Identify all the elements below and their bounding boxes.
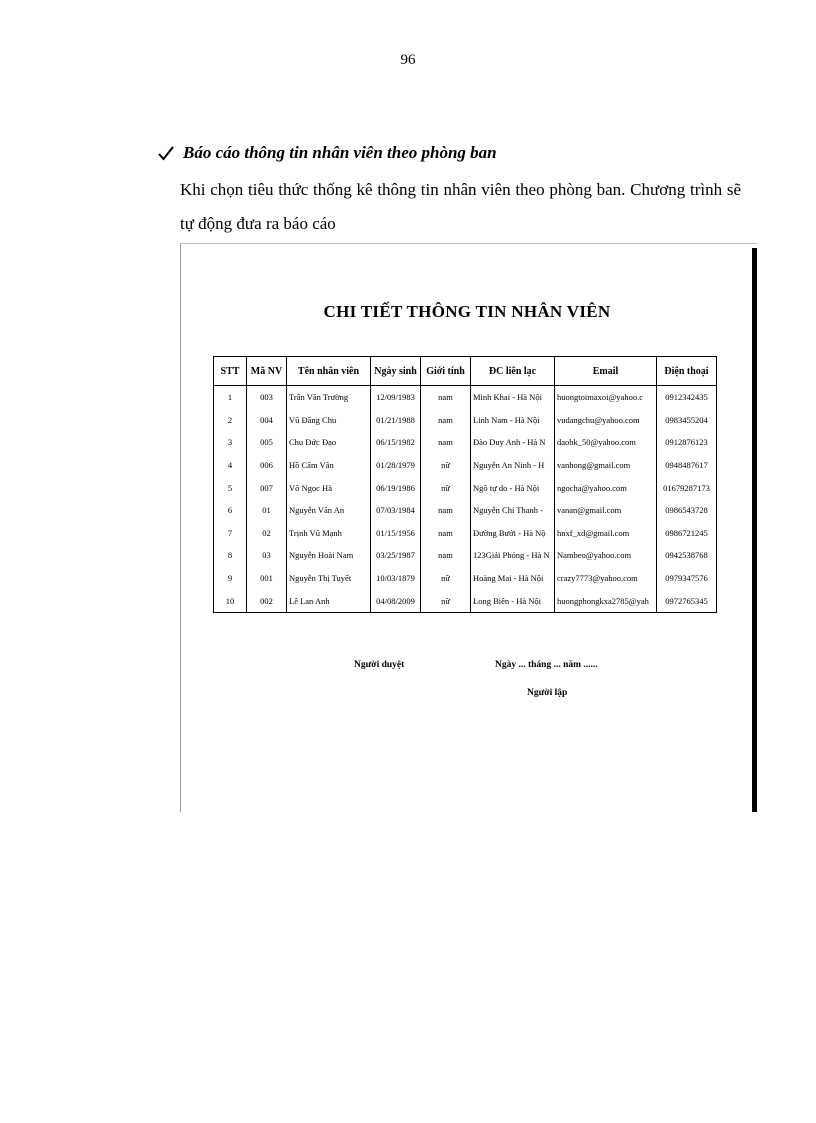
column-header: Ngày sinh xyxy=(371,357,421,386)
table-cell: huongphongkxa2785@yah xyxy=(555,589,657,612)
employee-table xyxy=(213,356,717,613)
frame-border xyxy=(752,248,757,812)
table-cell: 12/09/1983 xyxy=(371,386,421,409)
table-cell: 3 xyxy=(214,431,247,454)
table-cell: 006 xyxy=(247,454,287,477)
table-cell: 10/03/1879 xyxy=(371,567,421,590)
table-cell: Vũ Đăng Chu xyxy=(287,409,371,432)
table-cell: 007 xyxy=(247,476,287,499)
column-header: Mã NV xyxy=(247,357,287,386)
table-cell: 0948487617 xyxy=(657,454,717,477)
table-cell: 10 xyxy=(214,589,247,612)
table-cell: 0942538768 xyxy=(657,544,717,567)
table-cell: 2 xyxy=(214,409,247,432)
table-cell: 7 xyxy=(214,522,247,545)
table-cell: Linh Nam - Hà Nội xyxy=(471,409,555,432)
table-cell: 01/28/1979 xyxy=(371,454,421,477)
table-cell: Nguyễn An Ninh - H xyxy=(471,454,555,477)
table-row xyxy=(214,454,717,477)
table-cell: Long Biên - Hà Nội xyxy=(471,589,555,612)
table-cell: nữ xyxy=(421,589,471,612)
table-cell: nữ xyxy=(421,567,471,590)
table-cell: crazy7773@yahoo.com xyxy=(555,567,657,590)
table-cell: 5 xyxy=(214,476,247,499)
table-cell: 06/15/1982 xyxy=(371,431,421,454)
table-cell: Lê Lan Anh xyxy=(287,589,371,612)
preparer-label: Người lập xyxy=(527,688,568,698)
table-cell: 4 xyxy=(214,454,247,477)
table-cell: nữ xyxy=(421,454,471,477)
table-row xyxy=(214,567,717,590)
table-cell: Nambeo@yahoo.com xyxy=(555,544,657,567)
table-cell: 01679287173 xyxy=(657,476,717,499)
table-cell: 9 xyxy=(214,567,247,590)
table-cell: nam xyxy=(421,386,471,409)
table-cell: Hoàng Mai - Hà Nội xyxy=(471,567,555,590)
table-cell: Nguyễn Văn An xyxy=(287,499,371,522)
table-cell: 0979347576 xyxy=(657,567,717,590)
table-cell: 0912342435 xyxy=(657,386,717,409)
table-row xyxy=(214,409,717,432)
date-line: Ngày ... tháng ... năm ...... xyxy=(495,660,598,670)
table-row xyxy=(214,499,717,522)
table-cell: Nguyễn Chí Thanh - xyxy=(471,499,555,522)
table-cell: 123Giải Phóng - Hà N xyxy=(471,544,555,567)
table-cell: nam xyxy=(421,409,471,432)
report-screenshot xyxy=(180,243,757,812)
table-row xyxy=(214,431,717,454)
table-cell: Võ Ngọc Hà xyxy=(287,476,371,499)
table-cell: 005 xyxy=(247,431,287,454)
table-cell: 0972765345 xyxy=(657,589,717,612)
table-cell: daobk_50@yahoo.com xyxy=(555,431,657,454)
table-cell: 02 xyxy=(247,522,287,545)
table-cell: 002 xyxy=(247,589,287,612)
column-header: ĐC liên lạc xyxy=(471,357,555,386)
table-cell: 003 xyxy=(247,386,287,409)
report-title: CHI TIẾT THÔNG TIN NHÂN VIÊN xyxy=(323,302,611,321)
table-cell: Hồ Cẩm Vân xyxy=(287,454,371,477)
column-header: Điện thoại xyxy=(657,357,717,386)
page-number: 96 xyxy=(400,52,416,68)
table-cell: 1 xyxy=(214,386,247,409)
table-cell: 03 xyxy=(247,544,287,567)
table-cell: vanan@gmail.com xyxy=(555,499,657,522)
table-cell: Trịnh Vũ Mạnh xyxy=(287,522,371,545)
table-cell: nam xyxy=(421,544,471,567)
table-cell: Chu Đức Đạo xyxy=(287,431,371,454)
table-cell: 01/15/1956 xyxy=(371,522,421,545)
table-cell: 04/08/2009 xyxy=(371,589,421,612)
table-cell: Nguyễn Thị Tuyết xyxy=(287,567,371,590)
table-cell: nữ xyxy=(421,476,471,499)
table-cell: 0912876123 xyxy=(657,431,717,454)
table-cell: nam xyxy=(421,499,471,522)
table-row xyxy=(214,476,717,499)
table-cell: 03/25/1987 xyxy=(371,544,421,567)
table-row xyxy=(214,544,717,567)
table-cell: Nguyễn Hoài Nam xyxy=(287,544,371,567)
table-cell: 6 xyxy=(214,499,247,522)
table-cell: Đường Bưởi - Hà Nộ xyxy=(471,522,555,545)
table-cell: vudangchu@yahoo.com xyxy=(555,409,657,432)
column-header: Tên nhân viên xyxy=(287,357,371,386)
column-header: Giới tính xyxy=(421,357,471,386)
section-body: Khi chọn tiêu thức thống kê thông tin nhân viên theo phòng ban. Chương trình sẽ tự động đưa ra báo cáo xyxy=(180,180,741,233)
table-cell: 07/03/1984 xyxy=(371,499,421,522)
table-header-row xyxy=(214,357,717,386)
table-cell: Trần Văn Trường xyxy=(287,386,371,409)
table-row xyxy=(214,386,717,409)
table-cell: 0983455204 xyxy=(657,409,717,432)
table-cell: nam xyxy=(421,522,471,545)
table-cell: Minh Khai - Hà Nội xyxy=(471,386,555,409)
table-cell: Ngõ tự do - Hà Nội xyxy=(471,476,555,499)
table-cell: ngocha@yahoo.com xyxy=(555,476,657,499)
table-cell: 8 xyxy=(214,544,247,567)
table-cell: 0986721245 xyxy=(657,522,717,545)
section-heading-text: Báo cáo thông tin nhân viên theo phòng ban xyxy=(183,143,497,162)
table-cell: nam xyxy=(421,431,471,454)
column-header: STT xyxy=(214,357,247,386)
table-cell: 06/19/1986 xyxy=(371,476,421,499)
table-cell: 004 xyxy=(247,409,287,432)
approver-label: Người duyệt xyxy=(354,660,405,670)
table-cell: Đào Duy Anh - Hà N xyxy=(471,431,555,454)
table-cell: vanhong@gmail.com xyxy=(555,454,657,477)
table-cell: 001 xyxy=(247,567,287,590)
table-row xyxy=(214,522,717,545)
column-header: Email xyxy=(555,357,657,386)
table-cell: 0986543728 xyxy=(657,499,717,522)
checkmark-icon xyxy=(157,145,175,161)
table-row xyxy=(214,589,717,612)
table-cell: huongtoimaxoi@yahoo.c xyxy=(555,386,657,409)
section-heading xyxy=(157,143,497,163)
table-cell: 01/21/1988 xyxy=(371,409,421,432)
table-cell: hnxf_xd@gmail.com xyxy=(555,522,657,545)
table-cell: 01 xyxy=(247,499,287,522)
